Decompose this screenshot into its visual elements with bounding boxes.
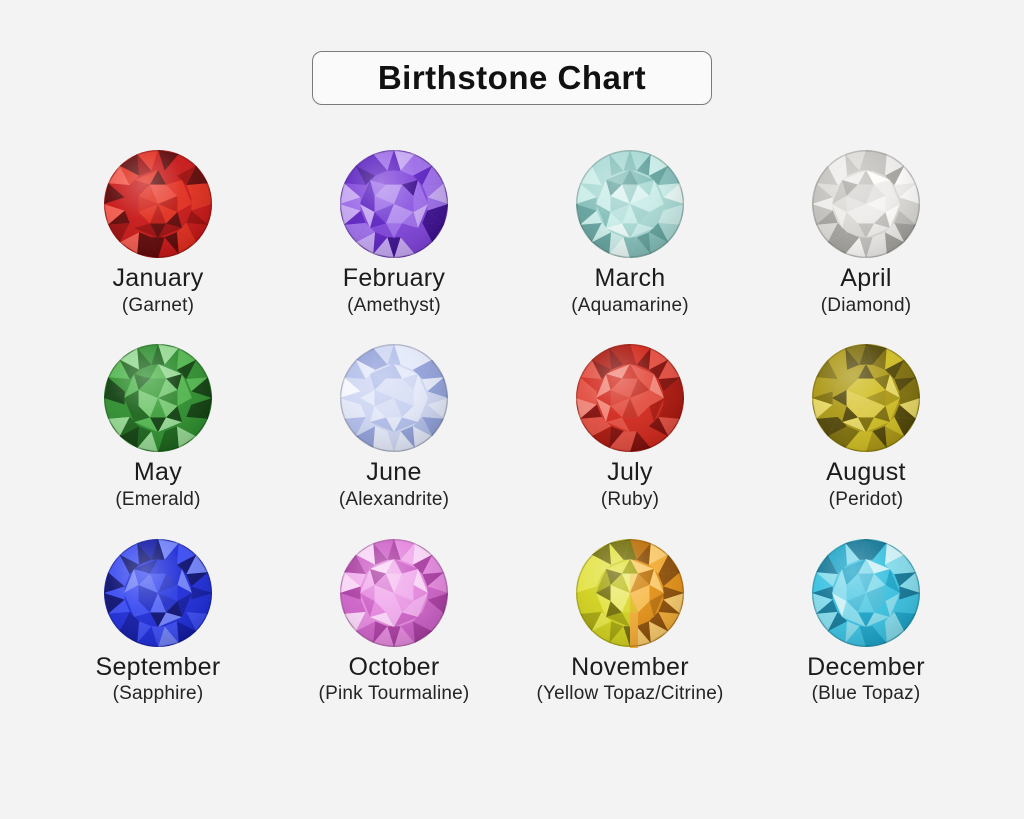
stone-november (512, 538, 748, 705)
chart-title-box (312, 51, 712, 105)
pink-tourmaline-gem-icon (339, 538, 449, 648)
emerald-gem-icon (103, 343, 213, 453)
stone-december (748, 538, 984, 705)
gem-name-label: (Peridot) (828, 488, 904, 510)
amethyst-gem-icon (339, 149, 449, 259)
gem-name-label: (Pink Tourmaline) (318, 683, 470, 705)
gem-name-label: (Garnet) (121, 294, 195, 316)
yellow-topaz-citrine-gem-icon (575, 538, 685, 648)
stone-october (276, 538, 512, 705)
peridot-gem-icon (811, 343, 921, 453)
gem-name-label: (Emerald) (115, 488, 201, 510)
month-label: June (366, 458, 422, 487)
gem-name-label: (Alexandrite) (338, 488, 450, 510)
stone-may (40, 343, 276, 510)
page-title: Birthstone Chart (377, 59, 647, 96)
stone-september (40, 538, 276, 705)
blue-topaz-gem-icon (811, 538, 921, 648)
alexandrite-gem-icon (339, 343, 449, 453)
month-label: March (594, 264, 666, 292)
gem-name-label: (Yellow Topaz/Citrine) (536, 683, 724, 705)
ruby-gem-icon (575, 343, 685, 453)
birthstone-grid (40, 149, 984, 705)
month-label: July (607, 458, 653, 487)
sapphire-gem-icon (103, 538, 213, 648)
month-label: May (133, 458, 183, 487)
gem-name-label: (Sapphire) (112, 683, 204, 705)
gem-name-label: (Amethyst) (347, 294, 441, 316)
gem-name-label: (Diamond) (820, 294, 912, 316)
stone-june (276, 343, 512, 510)
month-label: December (807, 652, 925, 681)
month-label: November (571, 652, 689, 681)
stone-july (512, 343, 748, 510)
gem-name-label: (Aquamarine) (571, 294, 689, 316)
garnet-gem-icon (103, 149, 213, 259)
stone-february (276, 149, 512, 316)
month-label: February (342, 264, 446, 292)
stone-april (748, 149, 984, 316)
gem-name-label: (Ruby) (600, 488, 660, 510)
month-label: April (840, 264, 892, 292)
month-label: January (112, 264, 204, 292)
stone-august (748, 343, 984, 510)
month-label: August (826, 458, 906, 487)
gem-name-label: (Blue Topaz) (811, 683, 921, 705)
aquamarine-gem-icon (575, 149, 685, 259)
diamond-gem-icon (811, 149, 921, 259)
month-label: October (348, 652, 440, 681)
stone-march (512, 149, 748, 316)
month-label: September (95, 652, 221, 681)
stone-january (40, 149, 276, 316)
